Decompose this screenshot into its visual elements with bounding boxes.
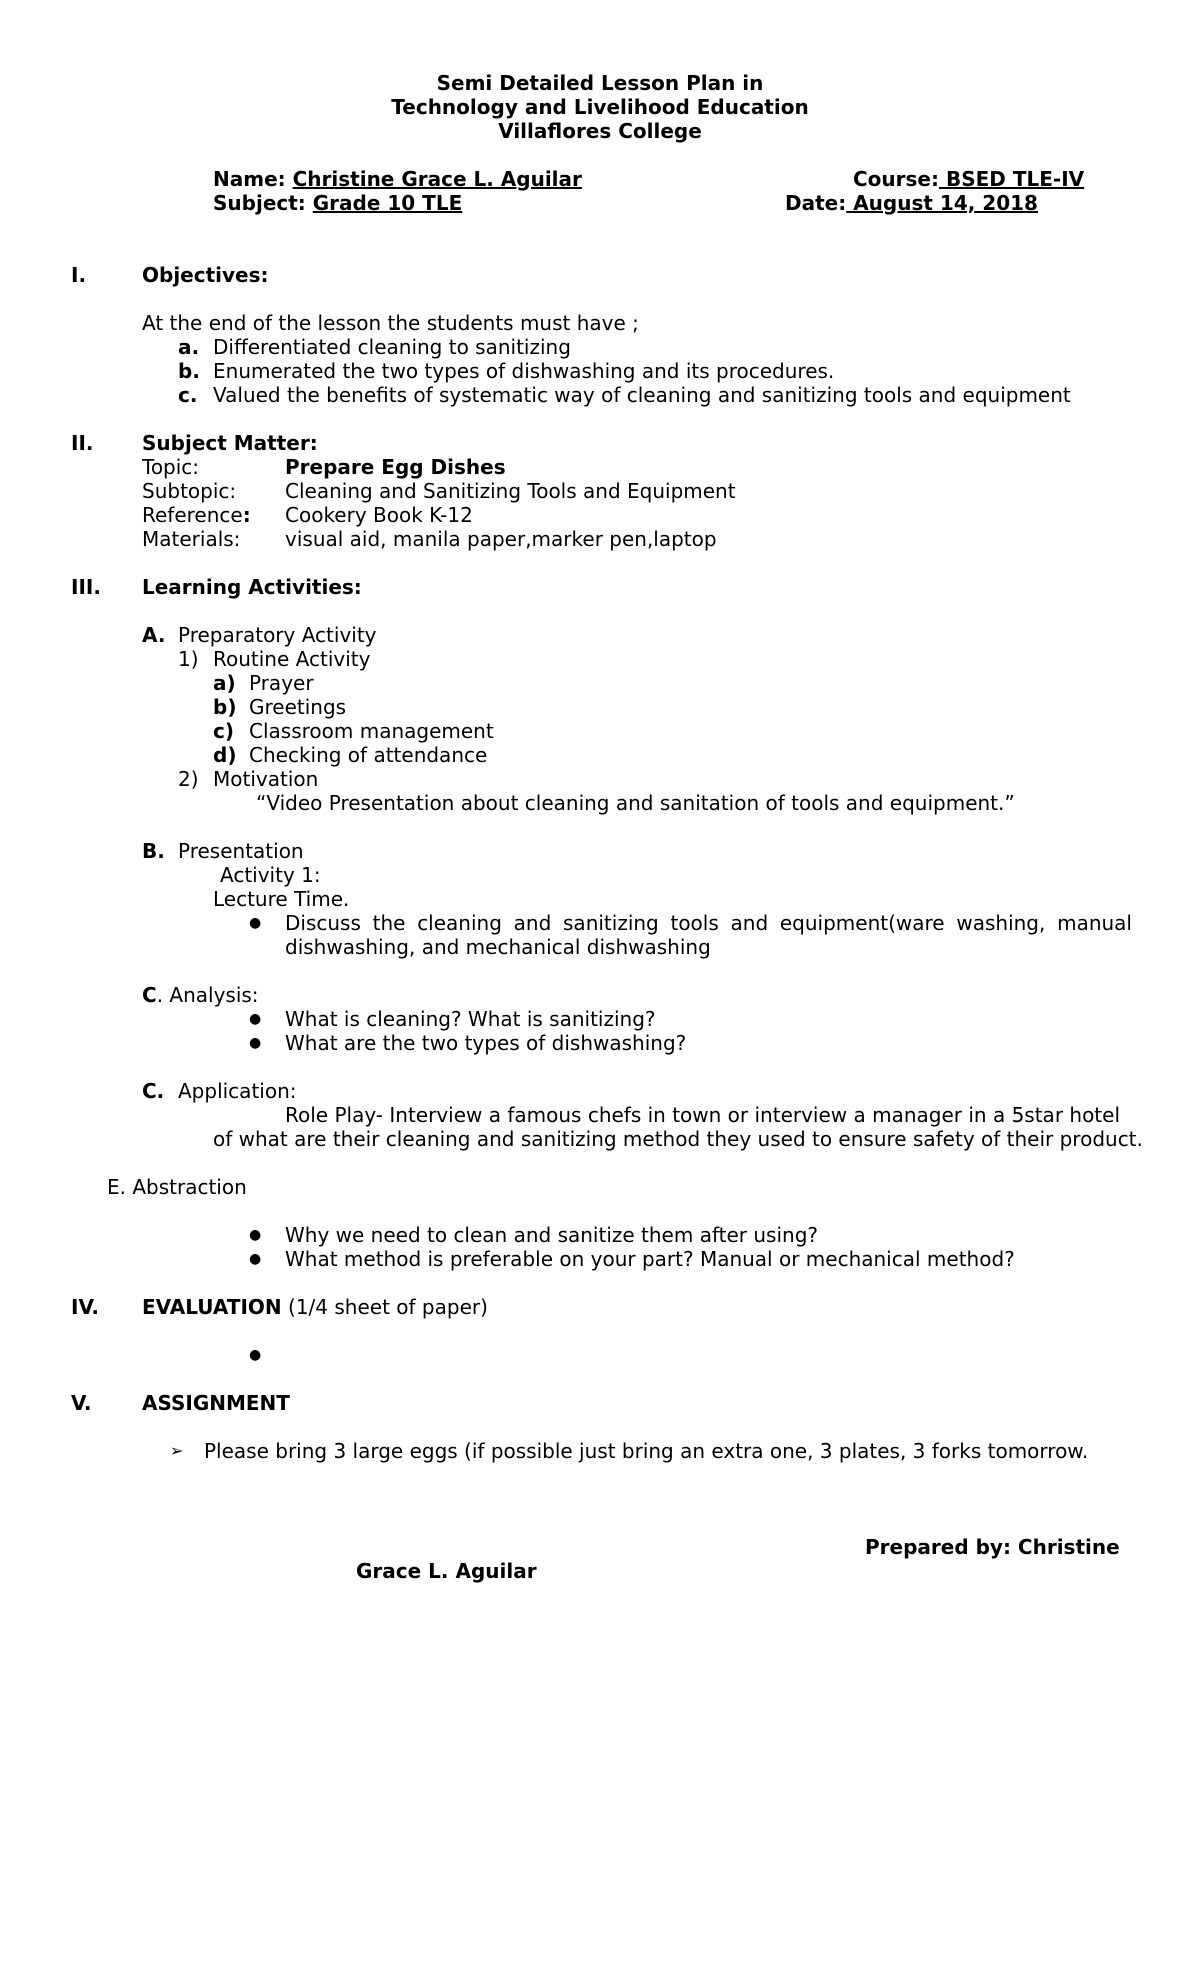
application-line-1: Role Play- Interview a famous chefs in town or interview a manager in a 5star hotel [285,1103,1121,1127]
objective-marker: a. [178,335,200,359]
bullet-icon: ● [249,1347,262,1363]
analysis-item: What are the two types of dishwashing? [285,1031,687,1055]
section-numeral-5: V. [71,1391,92,1415]
reference-label-text: Reference [142,503,243,527]
lecture-bullet-text: Discuss the cleaning and sanitizing tools and equipment(ware washing, manual dishwashing, and mechanical dishwashing [285,911,1132,959]
routine-item-marker: b) [213,695,237,719]
title-line-3: Villaflores College [498,119,702,143]
name-field [213,167,582,191]
title-line-1: Semi Detailed Lesson Plan in [436,71,764,95]
section-numeral-4: IV. [71,1295,99,1319]
learning-activities-heading: Learning Activities: [142,575,362,599]
objective-item: Differentiated cleaning to sanitizing [213,335,571,359]
routine-text: Routine Activity [213,647,371,671]
abstraction-item: What method is preferable on your part? Manual or mechanical method? [285,1247,1015,1271]
subject-field [213,191,462,215]
prepared-by: Prepared by: Christine [865,1535,1120,1559]
name-label: Name: [213,167,286,191]
objectives-heading: Objectives: [142,263,269,287]
subject-value: Grade 10 TLE [312,191,463,215]
course-field [853,167,1084,191]
activity-a-marker: A. [142,623,166,647]
objective-marker: c. [178,383,198,407]
lecture-label: Lecture Time. [213,887,350,911]
subtopic-label: Subtopic: [142,479,237,503]
application-line-2: of what are their cleaning and sanitizing method they used to ensure safety of their product. [213,1127,1143,1151]
motivation-quote: “Video Presentation about cleaning and sanitation of tools and equipment.” [256,791,1015,815]
routine-item-marker: a) [213,671,236,695]
date-field [785,191,1038,215]
date-label: Date: [785,191,847,215]
preparer-name: Grace L. Aguilar [356,1559,537,1583]
routine-item-marker: d) [213,743,237,767]
materials-value: visual aid, manila paper,marker pen,laptop [285,527,717,551]
motivation-text: Motivation [213,767,319,791]
subject-matter-heading: Subject Matter: [142,431,318,455]
evaluation-heading [142,1295,488,1319]
activity-a-text: Preparatory Activity [178,623,377,647]
routine-item: Prayer [249,671,314,695]
bullet-icon: ● [249,1251,262,1267]
reference-colon: : [242,503,251,527]
title-line-2: Technology and Livelihood Education [391,95,809,119]
section-numeral-2: II. [71,431,94,455]
course-label: Course: [853,167,939,191]
objective-marker: b. [178,359,200,383]
section-numeral-1: I. [71,263,87,287]
routine-item: Classroom management [249,719,494,743]
routine-item: Greetings [249,695,347,719]
topic-value: Prepare Egg Dishes [285,455,506,479]
abstraction-item: Why we need to clean and sanitize them after using? [285,1223,819,1247]
evaluation-title: EVALUATION [142,1295,282,1319]
bullet-icon: ● [249,1227,262,1243]
objective-item: Enumerated the two types of dishwashing and its procedures. [213,359,835,383]
topic-label: Topic: [142,455,200,479]
bullet-icon: ● [249,1035,262,1051]
activity-b-marker: B. [142,839,165,863]
objectives-intro: At the end of the lesson the students must have ; [142,311,639,335]
bullet-icon: ● [249,1011,262,1027]
reference-label [142,503,251,527]
section-numeral-3: III. [71,575,101,599]
subject-label: Subject: [213,191,306,215]
application-marker: C. [142,1079,165,1103]
materials-label: Materials: [142,527,241,551]
analysis-item: What is cleaning? What is sanitizing? [285,1007,656,1031]
application-text: Application: [178,1079,297,1103]
assignment-item: Please bring 3 large eggs (if possible just bring an extra one, 3 plates, 3 forks tomorrow. [204,1439,1089,1463]
objective-item: Valued the benefits of systematic way of cleaning and sanitizing tools and equipment [213,383,1071,407]
motivation-marker: 2) [178,767,199,791]
routine-item-marker: c) [213,719,234,743]
activity-1-label: Activity 1: [220,863,321,887]
subtopic-value: Cleaning and Sanitizing Tools and Equipment [285,479,736,503]
analysis-marker: C [142,983,157,1007]
activity-b-text: Presentation [178,839,304,863]
abstraction-heading: E. Abstraction [107,1175,247,1199]
reference-value: Cookery Book K-12 [285,503,473,527]
course-value: BSED TLE-IV [939,167,1085,191]
bullet-icon: ● [249,915,262,931]
routine-marker: 1) [178,647,199,671]
name-value: Christine Grace L. Aguilar [292,167,582,191]
evaluation-note: (1/4 sheet of paper) [281,1295,488,1319]
arrow-bullet-icon: ➢ [170,1441,184,1460]
analysis-text: . Analysis: [156,983,259,1007]
routine-item: Checking of attendance [249,743,488,767]
analysis-heading [142,983,259,1007]
assignment-heading: ASSIGNMENT [142,1391,290,1415]
date-value: August 14, 2018 [846,191,1038,215]
